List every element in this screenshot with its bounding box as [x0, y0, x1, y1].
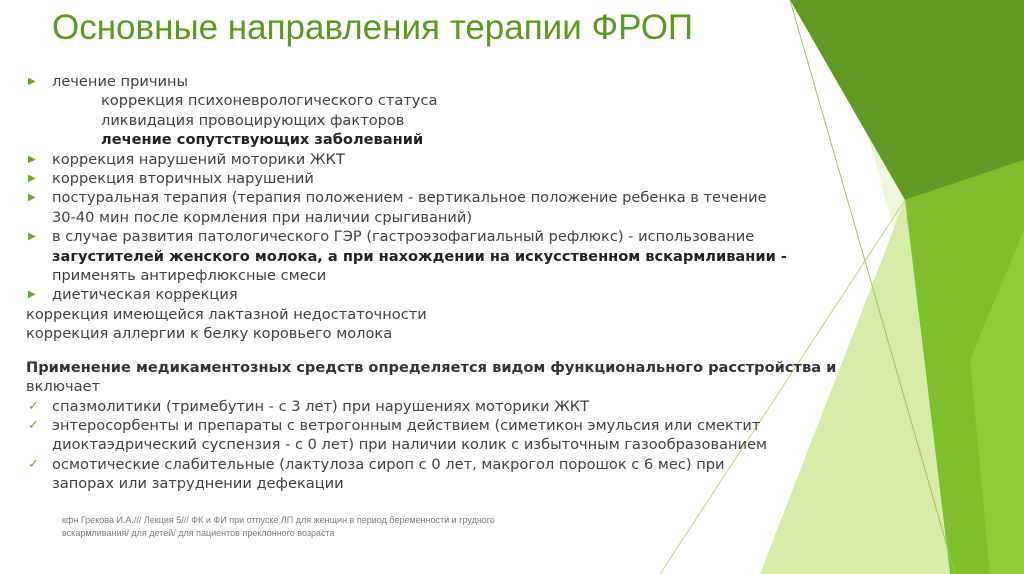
check-mark-icon: ✓: [28, 456, 39, 472]
continuation-line: [26, 247, 836, 266]
bullet-item: [26, 227, 836, 246]
line-text: энтеросорбенты и препараты с ветрогонным действием (симетикон эмульсия или смектит: [52, 416, 761, 434]
plain-line: [26, 358, 836, 377]
bullet-item: [26, 72, 836, 91]
line-text: лечение причины: [52, 73, 189, 90]
triangle-bullet-icon: ▶: [28, 192, 36, 204]
line-text: запорах или затруднении дефекации: [52, 475, 344, 493]
line-text: ликвидация провоцирующих факторов: [101, 111, 405, 129]
line-text: применять антирефлюксные смеси: [52, 267, 327, 285]
continuation-line: [26, 266, 836, 285]
line-text: диетическая коррекция: [52, 286, 238, 304]
check-item: [26, 455, 836, 474]
line-text: коррекция нарушений моторики ЖКТ: [52, 150, 345, 168]
footer-line-1: кфн Грекова И.А./// Лекция 5/// ФК и ФИ при отпуске ЛП для женщин в период беременности и грудного: [62, 515, 495, 525]
sub-item: [26, 111, 836, 130]
plain-line: [26, 324, 836, 343]
line-text: загустителей женского молока, а при нахождении на искусственном вскармливании -: [52, 247, 787, 265]
continuation-line: [26, 474, 836, 493]
check-item: [26, 416, 836, 435]
bullet-item: [26, 285, 836, 304]
plain-line: [26, 305, 836, 324]
continuation-line: [26, 435, 836, 454]
triangle-bullet-icon: ▶: [28, 231, 36, 243]
sub-item: [26, 130, 836, 149]
line-text: 30-40 мин после кормления при наличии срыгиваний): [52, 208, 473, 226]
slide-footer: [62, 514, 602, 540]
continuation-line: [26, 208, 836, 227]
footer-line-2: вскармливания/ для детей/ для пациентов преклонного возраста: [62, 528, 335, 538]
line-text: Применение медикаментозных средств определяется видом функционального расстройства и: [26, 358, 837, 376]
line-text: спазмолитики (тримебутин - с 3 лет) при нарушениях моторики ЖКТ: [52, 397, 590, 415]
line-text: коррекция имеющейся лактазной недостаточности: [26, 305, 427, 323]
slide-title: Основные направления терапии ФРОП: [52, 8, 694, 47]
line-text: постуральная терапия (терапия положением - вертикальное положение ребенка в течение: [52, 189, 767, 207]
triangle-bullet-icon: ▶: [28, 173, 36, 185]
line-text: включает: [26, 378, 101, 396]
bullet-item: [26, 169, 836, 188]
slide-body: [26, 72, 836, 494]
triangle-bullet-icon: ▶: [28, 289, 36, 301]
line-text: коррекция вторичных нарушений: [52, 170, 314, 188]
line-text: коррекция аллергии к белку коровьего молока: [26, 325, 393, 343]
line-text: в случае развития патологического ГЭР (гастроэзофагиальный рефлюкс) - использование: [52, 228, 755, 246]
check-mark-icon: ✓: [28, 417, 39, 433]
triangle-bullet-icon: ▶: [28, 76, 36, 87]
line-text: осмотические слабительные (лактулоза сироп с 0 лет, макрогол порошок с 6 мес) при: [52, 455, 725, 473]
line-text: коррекция психоневрологического статуса: [101, 92, 438, 110]
check-mark-icon: ✓: [28, 398, 39, 414]
sub-item: [26, 91, 836, 110]
bullet-item: [26, 188, 836, 207]
plain-line: [26, 377, 836, 396]
line-text: лечение сопутствующих заболеваний: [101, 131, 424, 149]
line-text: диоктаэдрический суспензия - с 0 лет) при наличии колик с избыточным газообразованием: [52, 436, 768, 454]
triangle-bullet-icon: ▶: [28, 153, 36, 165]
spacer: [26, 344, 836, 358]
bullet-item: [26, 150, 836, 169]
check-item: [26, 397, 836, 416]
